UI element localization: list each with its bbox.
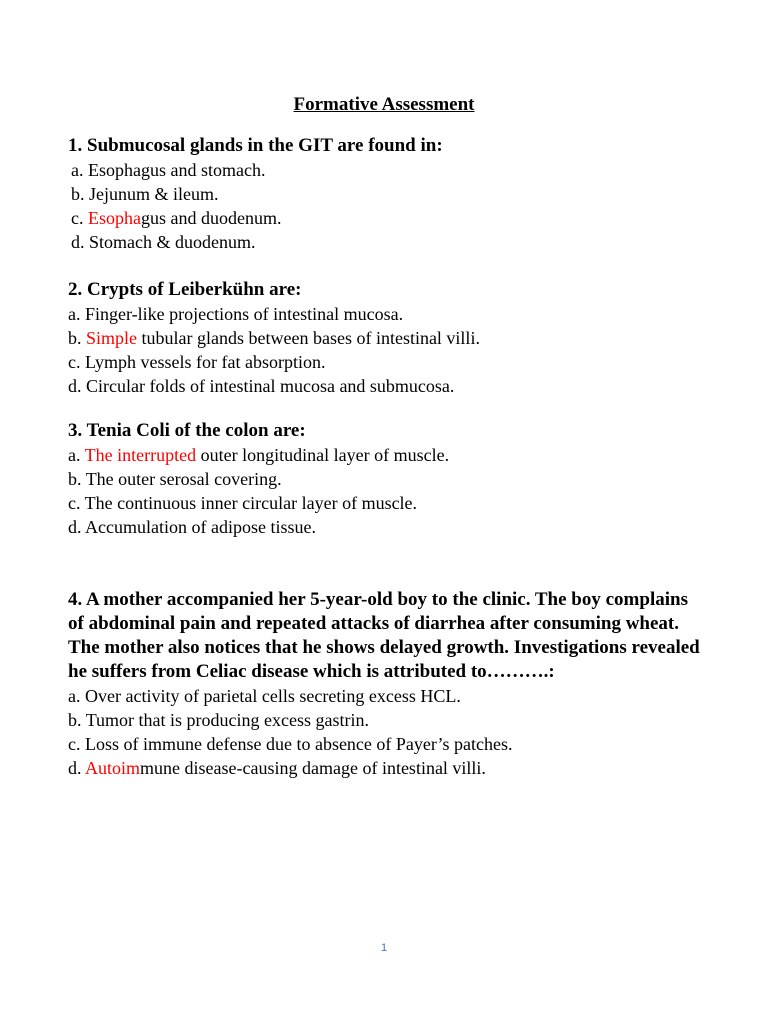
option-prefix: a.	[68, 445, 85, 465]
option-b	[68, 708, 708, 732]
option-prefix: b.	[68, 469, 86, 489]
option-a	[68, 158, 708, 182]
option-text: Tumor that is producing excess gastrin.	[85, 710, 369, 730]
question-3	[68, 419, 708, 539]
option-text: mune disease-causing damage of intestinal villi.	[140, 758, 486, 778]
option-highlight: Autoim	[85, 758, 141, 778]
option-text: Stomach & duodenum.	[89, 232, 256, 252]
option-prefix: d.	[68, 517, 86, 537]
option-a	[68, 684, 708, 708]
option-prefix: b.	[68, 328, 86, 348]
option-prefix: d.	[68, 758, 86, 778]
option-d	[68, 374, 708, 398]
page-title: Formative Assessment	[293, 94, 475, 115]
option-text: The outer serosal covering.	[85, 469, 282, 489]
question-stem: 2. Crypts of Leiberkühn are:	[68, 279, 302, 300]
option-c	[68, 491, 708, 515]
option-prefix: b.	[68, 710, 86, 730]
option-c	[68, 206, 708, 230]
option-prefix: b.	[71, 184, 89, 204]
option-text: Loss of immune defense due to absence of Payer’s patches.	[85, 734, 513, 754]
option-text: Over activity of parietal cells secreting excess HCL.	[85, 686, 461, 706]
option-b	[68, 326, 708, 350]
option-a	[68, 443, 708, 467]
option-prefix: d.	[71, 232, 89, 252]
question-stem: 3. Tenia Coli of the colon are:	[68, 420, 306, 441]
page-number: 1	[380, 942, 388, 954]
option-prefix: a.	[68, 686, 85, 706]
option-d	[68, 756, 708, 780]
option-text: Esophagus and stomach.	[88, 160, 266, 180]
option-highlight: The interrupted	[84, 445, 197, 465]
option-text: Jejunum & ileum.	[89, 184, 219, 204]
option-highlight: Simple	[86, 328, 142, 348]
option-text: Finger-like projections of intestinal mucosa.	[85, 304, 404, 324]
option-d	[68, 515, 708, 539]
option-prefix: c.	[68, 493, 85, 513]
question-1	[68, 134, 708, 254]
option-highlight: Esopha	[88, 208, 141, 228]
option-b	[68, 182, 708, 206]
option-prefix: a.	[71, 160, 88, 180]
option-b	[68, 467, 708, 491]
option-prefix: c.	[68, 734, 85, 754]
option-text: outer longitudinal layer of muscle.	[196, 445, 450, 465]
question-4	[68, 588, 708, 780]
option-text: gus and duodenum.	[141, 208, 282, 228]
option-d	[68, 230, 708, 254]
option-text: Circular folds of intestinal mucosa and submucosa.	[86, 376, 455, 396]
option-prefix: d.	[68, 376, 86, 396]
option-c	[68, 732, 708, 756]
option-text: Accumulation of adipose tissue.	[85, 517, 316, 537]
option-a	[68, 302, 708, 326]
question-2	[68, 278, 708, 398]
option-c	[68, 350, 708, 374]
option-text: The continuous inner circular layer of muscle.	[84, 493, 418, 513]
question-stem: 4. A mother accompanied her 5-year-old boy to the clinic. The boy complains of abdominal pain and repeated attacks of diarrhea after consuming wheat. The mother also notices that he shows delayed growth. Investigations revealed he suffers from Celiac disease which is attributed to……….:	[68, 589, 700, 682]
option-prefix: c.	[68, 352, 85, 372]
option-text: Lymph vessels for fat absorption.	[85, 352, 326, 372]
option-text: tubular glands between bases of intestinal villi.	[141, 328, 480, 348]
question-stem: 1. Submucosal glands in the GIT are found in:	[68, 135, 443, 156]
option-prefix: a.	[68, 304, 85, 324]
option-prefix: c.	[71, 208, 88, 228]
